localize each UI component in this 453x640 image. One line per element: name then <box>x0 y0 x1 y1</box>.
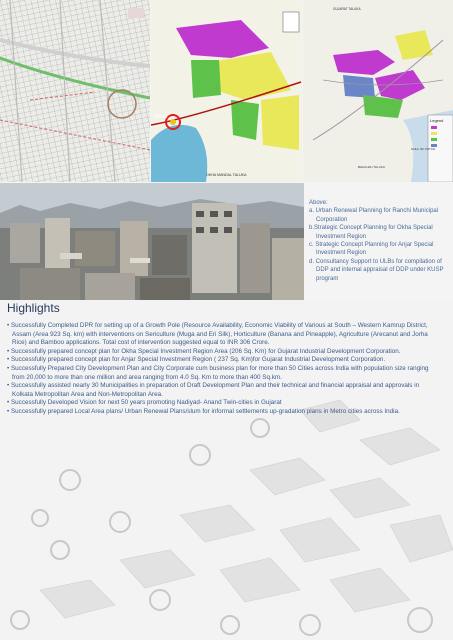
caption-item: b.Strategic Concept Planning for Okha Special Investment Region <box>309 225 433 240</box>
map-ranchi <box>0 0 150 182</box>
anjar-concept-map <box>303 0 453 182</box>
highlight-item: • Successfully prepared Local Area plans/ Urban Renewal Plans/slum for informal settlements up-gradation plans in Metro cities across India. <box>7 408 432 417</box>
legend-label: Legend <box>430 118 444 123</box>
highlights-heading: Highlights <box>7 301 60 315</box>
okha-mandal-label: OKHA MANDAL TALUKA <box>206 173 247 177</box>
okha-label: OKHA <box>153 114 168 120</box>
map-okha <box>151 0 302 182</box>
caption-item: d. Consultancy Support to ULBs for compilation of DDP and internal appraisal of DDP under KUSP program <box>309 258 444 282</box>
highlight-item: • Successfully assisted nearly 30 Municipalities in preparation of Draft Development Plan and their technical and financial appraisal and approvals in Kolkata Metropolitan Area and Non-Metropolitan Area. <box>7 382 432 399</box>
caption-list <box>309 207 449 283</box>
kutch-label: GULF OF KUTCH <box>411 147 436 151</box>
highlights-list <box>7 322 432 417</box>
highlight-item: • Successfully Prepared City Development Plan and City Corporate cum business plan for more than 50 Cities across India with population size ranging from 20,000 to more than one million and area ranging from 4.0 Sq. Km to more than 400 Sq.km. <box>7 365 432 382</box>
caption-item: c. Strategic Concept Planning for Anjar Special Investment Region <box>309 242 434 257</box>
okha-concept-map <box>151 0 302 182</box>
map-anjar <box>303 0 453 182</box>
anjar-label: GUJARAT TALUKA <box>333 7 361 11</box>
highlight-item: • Successfully Developed Vision for next 50 years promoting Nadiyad- Anand Twin-cities in Gujarat <box>7 399 432 408</box>
city-photo <box>0 183 304 300</box>
highlight-item: • Successfully Completed DPR for setting up of a Growth Pole (Resource Availability, Economic Viability of Various at South – Western Kamrup District, Assam (Area 923 Sq. km) with interventions on Sericulture (Muga and Eri Silk), Horticulture (Banana and Pineapple), Agriculture (Arecanut and Jorha Rice) and Bamboo applications. Total cost of intervention suggested equal to INR 306 Crore. <box>7 322 432 348</box>
photo-caption <box>309 199 449 283</box>
caption-item: a. Urban Renewal Planning for Ranchi Municipal Corporation <box>309 208 439 223</box>
highlight-item: • Successfully prepared concept plan for Okha Special Investment Region Area (206 Sq. Km) for Gujarat Industrial Development Corporation. <box>7 348 432 357</box>
ranchi-street-map <box>0 0 150 182</box>
bhachau-label: BHACHAU TALUKA <box>358 165 385 169</box>
highlight-item: • Successfully prepared concept plan for Anjar Special Investment Region ( 237 Sq. Km)for Gujarat Industrial Development Corporation. <box>7 356 432 365</box>
caption-heading: Above: <box>309 200 328 206</box>
city-skyline-illustration <box>0 183 304 300</box>
